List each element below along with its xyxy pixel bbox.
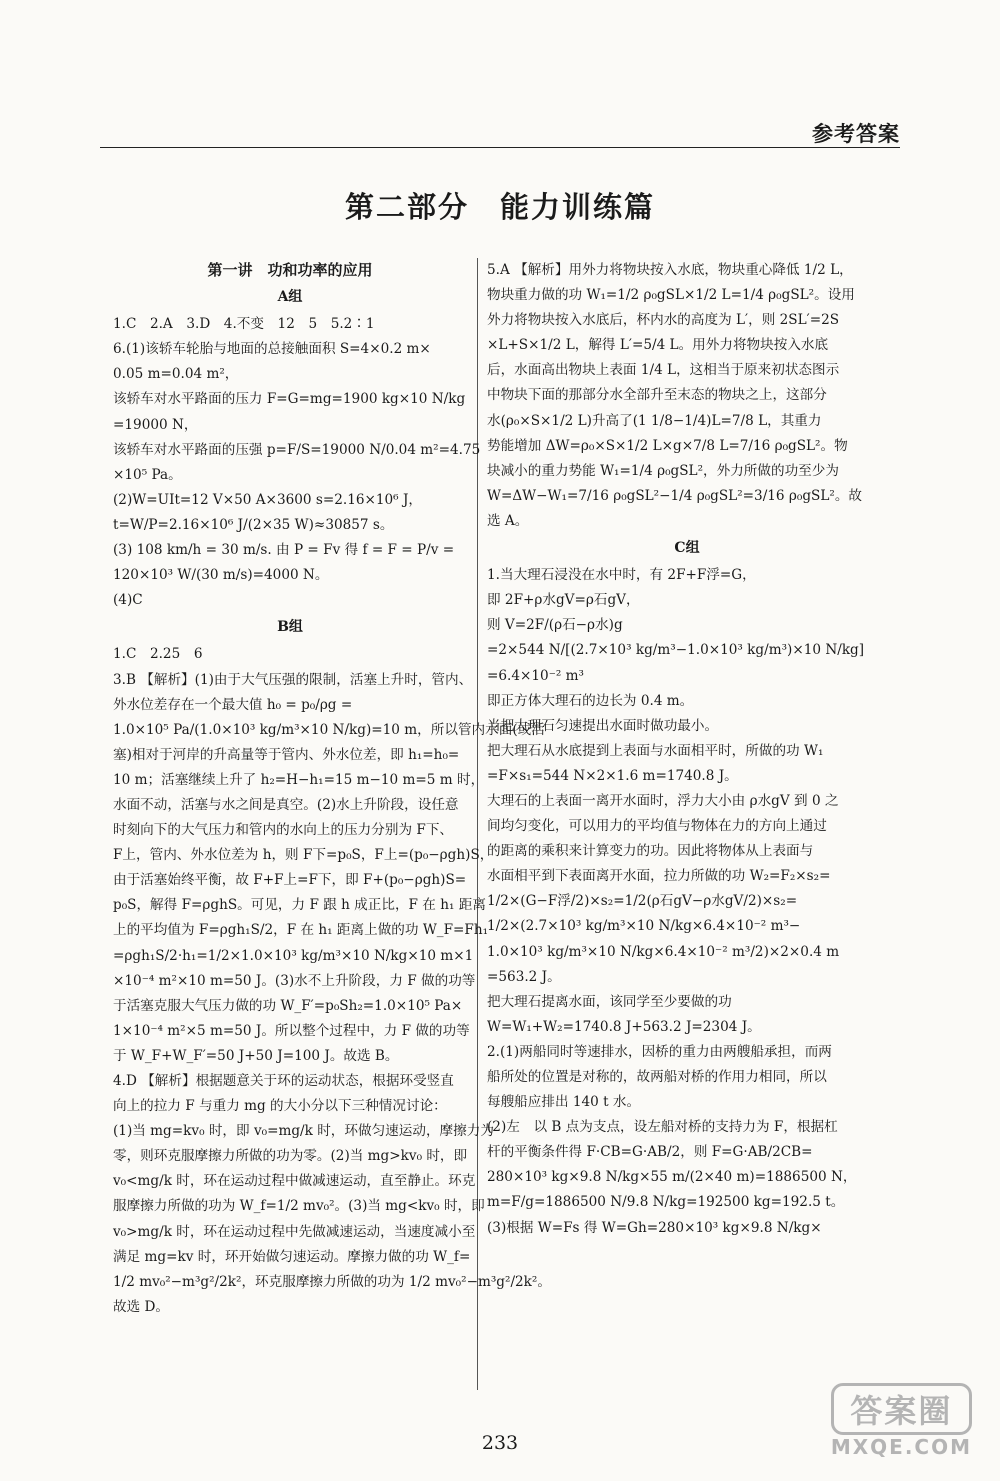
- text-line: 向上的拉力 F 与重力 mg 的大小分以下三种情况讨论：: [113, 1098, 447, 1115]
- text-line: =2×544 N/[(2.7×10³ kg/m³−1.0×10³ kg/m³)×10 N/kg]: [487, 642, 865, 659]
- text-line: 外力将物块按入水底后，杯内水的高度为 L′，则 2SL′=2S: [487, 312, 840, 329]
- text-line: (1)当 mg=kv₀ 时，即 v₀=mg/k 时，环做匀速运动，摩擦力为: [113, 1123, 494, 1140]
- text-line: 水面不动，活塞与水之间是真空。(2)水上升阶段，设任意: [113, 796, 459, 813]
- group-a-heading: A组: [277, 289, 303, 306]
- text-line: =6.4×10⁻² m³: [487, 667, 584, 684]
- group-c-answers: [487, 563, 887, 1241]
- text-line: W=ΔW−W₁=7/16 ρ₀gSL²−1/4 ρ₀gSL²=3/16 ρ₀gSL²。故: [487, 487, 863, 504]
- text-line: (2)左 以 B 点为支点，设左船对桥的支持力为 F，根据杠: [487, 1119, 838, 1136]
- problem-5-answer: [487, 258, 887, 534]
- group-b-heading: B组: [277, 619, 303, 636]
- text-line: ×10⁵ Pa。: [113, 466, 182, 483]
- text-line: 280×10³ kg×9.8 N/kg×55 m/(2×40 m)=1886500 N，: [487, 1169, 857, 1186]
- part-title: 第二部分 能力训练篇: [344, 190, 655, 224]
- watermark-logo: [831, 1383, 972, 1459]
- text-line: 上的平均值为 F=ρgh₁S/2，F 在 h₁ 距离上做的功 W_F=Fh₁: [113, 922, 489, 939]
- text-line: (2)W=UIt=12 V×50 A×3600 s=2.16×10⁶ J，: [113, 491, 422, 508]
- text-line: 间均匀变化，可以用力的平均值与物体在力的方向上通过: [487, 818, 827, 835]
- text-line: F上，管内、外水位差为 h，则 F下=p₀S，F上=(p₀−ρgh)S，: [113, 847, 494, 864]
- text-line: =ρgh₁S/2·h₁=1/2×1.0×10³ kg/m³×10 N/kg×10 m×1: [113, 947, 474, 964]
- text-line: 0.05 m=0.04 m²，: [113, 366, 239, 383]
- header-tag: 参考答案: [812, 121, 900, 146]
- text-line: 把大理石从水底提到上表面与水面相平时，所做的功 W₁: [487, 742, 824, 759]
- text-line: 1×10⁻⁴ m²×5 m=50 J。所以整个过程中，力 F 做的功等: [113, 1022, 470, 1039]
- right-column: [487, 258, 887, 1241]
- text-line: 1.C 2.25 6: [113, 646, 203, 663]
- text-line: 该轿车对水平路面的压力 F=G=mg=1900 kg×10 N/kg: [113, 391, 466, 408]
- text-line: =563.2 J。: [487, 968, 561, 985]
- text-line: 外水位差存在一个最大值 h₀ = p₀/ρg =: [113, 696, 353, 713]
- text-line: 水面相平到下表面离开水面，拉力所做的功 W₂=F₂×s₂=: [487, 868, 831, 885]
- text-line: 1/2×(2.7×10³ kg/m³×10 N/kg×6.4×10⁻² m³−: [487, 918, 801, 935]
- text-line: 时刻向下的大气压力和管内的水向上的压力分别为 F下、: [113, 822, 454, 839]
- text-line: 1/2 mv₀²−m³g²/2k²，环克服摩擦力所做的功为 1/2 mv₀²−m³g²/2k²。: [113, 1273, 551, 1290]
- group-a-answers: [113, 312, 481, 613]
- text-line: 1/2×(G−F浮/2)×s₂=1/2(ρ石gV−ρ水gV/2)×s₂=: [487, 893, 798, 910]
- text-line: 即 2F+ρ水gV=ρ石gV，: [487, 592, 640, 609]
- text-line: (4)C: [113, 592, 143, 609]
- text-line: 即正方体大理石的边长为 0.4 m。: [487, 692, 694, 709]
- text-line: 故选 D。: [113, 1298, 170, 1315]
- text-line: 2.(1)两船同时等速排水，因桥的重力由两艘船承担，而两: [487, 1043, 832, 1060]
- text-line: 3.B 【解析】(1)由于大气压强的限制，活塞上升时，管内、: [113, 671, 473, 688]
- text-line: W=W₁+W₂=1740.8 J+563.2 J=2304 J。: [487, 1018, 761, 1035]
- text-line: 该轿车对水平路面的压强 p=F/S=19000 N/0.04 m²=4.75: [113, 441, 481, 458]
- text-line: 后，水面高出物块上表面 1/4 L，这相当于原来初状态图示: [487, 362, 840, 379]
- text-line: m=F/g=1886500 N/9.8 N/kg=192500 kg=192.5 t。: [487, 1194, 845, 1211]
- text-line: 每艘船应排出 140 t 水。: [487, 1094, 641, 1111]
- text-line: 零，则环克服摩擦力所做的功为零。(2)当 mg>kv₀ 时，即: [113, 1148, 468, 1165]
- text-line: 满足 mg=kv 时，环开始做匀速运动。摩擦力做的功 W_f=: [113, 1248, 471, 1265]
- text-line: 当把大理石匀速提出水面时做功最小。: [487, 717, 719, 734]
- text-line: 塞)相对于河岸的升高量等于管内、外水位差，即 h₁=h₀=: [113, 746, 460, 763]
- text-line: v₀>mg/k 时，环在运动过程中先做减速运动，当速度减小至: [113, 1223, 476, 1240]
- text-line: 4.D 【解析】根据题意关于环的运动状态，根据环受竖直: [113, 1073, 454, 1089]
- group-c-heading: C组: [674, 540, 700, 557]
- text-line: 物块重力做的功 W₁=1/2 ρ₀gSL×1/2 L=1/4 ρ₀gSL²。设用: [487, 287, 855, 304]
- text-line: 选 A。: [487, 512, 529, 529]
- text-line: ×L+S×1/2 L，解得 L′=5/4 L。用外力将物块按入水底: [487, 337, 829, 354]
- text-line: 势能增加 ΔW=ρ₀×S×1/2 L×g×7/8 L=7/16 ρ₀gSL²。物: [487, 437, 848, 454]
- text-line: =19000 N，: [113, 416, 198, 433]
- text-line: 1.C 2.A 3.D 4.不变 12 5 5.2∶1: [113, 316, 375, 333]
- text-line: v₀<mg/k 时，环在运动过程中做减速运动，直至静止。环克: [113, 1173, 476, 1190]
- text-line: 船所处的位置是对称的，故两船对桥的作用力相同，所以: [487, 1069, 827, 1085]
- text-line: 于 W_F+W_F′=50 J+50 J=100 J。故选 B。: [113, 1047, 399, 1064]
- text-line: 120×10³ W/(30 m/s)=4000 N。: [113, 567, 329, 584]
- watermark-url: MXQE.COM: [830, 1435, 972, 1459]
- text-line: 由于活塞始终平衡，故 F+F上=F下，即 F+(p₀−ρgh)S=: [113, 872, 467, 889]
- column-divider: [477, 258, 478, 1390]
- text-line: 杆的平衡条件得 F·CB=G·AB/2，则 F=G·AB/2CB=: [487, 1144, 813, 1161]
- text-line: 中物块下面的那部分水全部升至末态的物块之上，这部分: [487, 387, 827, 404]
- text-line: 服摩擦力所做的功为 W_f=1/2 mv₀²。(3)当 mg<kv₀ 时，即: [113, 1198, 485, 1215]
- text-line: t=W/P=2.16×10⁶ J/(2×35 W)≈30857 s。: [113, 516, 394, 533]
- text-line: p₀S，解得 F=ρghS。可见，力 F 跟 h 成正比，F 在 h₁ 距离: [113, 897, 486, 914]
- text-line: 大理石的上表面一离开水面时，浮力大小由 ρ水gV 到 0 之: [487, 792, 839, 809]
- text-line: =F×s₁=544 N×2×1.6 m=1740.8 J。: [487, 767, 738, 784]
- header-rule: [100, 147, 900, 148]
- text-line: 6.(1)该轿车轮胎与地面的总接触面积 S=4×0.2 m×: [113, 341, 431, 358]
- text-line: 则 V=2F/(ρ石−ρ水)g: [487, 617, 623, 634]
- text-line: (3) 108 km/h = 30 m/s. 由 P = Fv 得 f = F = P/v =: [113, 542, 455, 559]
- text-line: 于活塞克服大气压力做的功 W_F′=p₀Sh₂=1.0×10⁵ Pa×: [113, 997, 463, 1014]
- page-number: 233: [481, 1432, 519, 1454]
- text-line: ×10⁻⁴ m²×10 m=50 J。(3)水不上升阶段，力 F 做的功等: [113, 972, 476, 989]
- text-line: 5.A 【解析】用外力将物块按入水底，物块重心降低 1/2 L，: [487, 262, 853, 278]
- text-line: 10 m；活塞继续上升了 h₂=H−h₁=15 m−10 m=5 m 时，: [113, 771, 485, 788]
- text-line: 的距离的乘积来计算变力的功。因此将物体从上表面与: [487, 843, 814, 860]
- text-line: 把大理石提离水面，该同学至少要做的功: [487, 993, 732, 1010]
- text-line: 1.0×10³ kg/m³×10 N/kg×6.4×10⁻² m³/2)×2×0.4 m: [487, 943, 840, 960]
- text-line: 1.0×10⁵ Pa/(1.0×10³ kg/m³×10 N/kg)=10 m，所以管内水面(或活: [113, 721, 545, 738]
- text-line: 块减小的重力势能 W₁=1/4 ρ₀gSL²，外力所做的功至少为: [487, 462, 839, 479]
- text-line: (3)根据 W=Fs 得 W=Gh=280×10³ kg×9.8 N/kg×: [487, 1219, 822, 1236]
- text-line: 水(ρ₀×S×1/2 L)升高了(1 1/8−1/4)L=7/8 L，其重力: [487, 412, 822, 429]
- text-line: 1.当大理石浸没在水中时，有 2F+F浮=G，: [487, 567, 756, 584]
- lesson-title: 第一讲 功和功率的应用: [207, 261, 373, 279]
- watermark-logo-text: 答案圈: [831, 1383, 972, 1435]
